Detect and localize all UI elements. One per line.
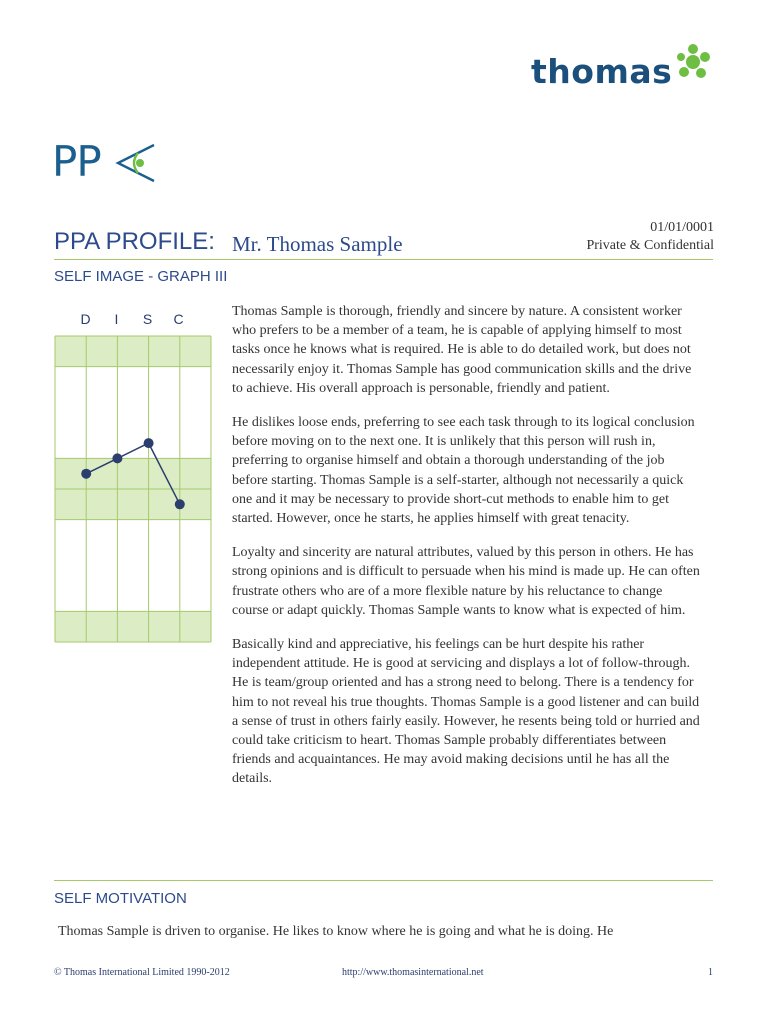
thomas-logo [531,50,721,94]
page-title-name: Mr. Thomas Sample [232,232,403,256]
graph-point-d [81,469,91,479]
disc-graph-plot [54,335,212,643]
disc-label-c: C [173,311,184,327]
paragraph: Loyalty and sincerity are natural attributes, valued by this person in others. He has strong opinions and is difficult to persuade when his mind is made up. He can often frustrate others who are of a more flexible nature by his reluctance to change course or adapt quickly. Thomas Sample wants to know what is expected of him. [232,545,700,618]
disc-label-d: D [80,311,91,327]
ppa-logo-text: PP [52,137,101,186]
footer-copyright: © Thomas International Limited 1990-2012 [54,967,230,978]
section-divider [54,880,713,881]
ppa-eye-icon [114,142,158,184]
graph-band [55,489,211,520]
graph-band [55,458,211,489]
profile-description [232,302,700,804]
graph-line-segment [117,443,148,458]
footer-url-link[interactable]: http://www.thomasinternational.net [342,967,484,978]
page-title-label: PPA PROFILE: [54,228,215,255]
disc-label-i: I [114,311,119,327]
graph-band [55,336,211,367]
graph-point-i [112,453,122,463]
graph-point-c [175,499,185,509]
footer-page-number: 1 [708,967,713,978]
paragraph: Basically kind and appreciative, his feelings can be hurt despite his rather independent attitude. He is good at servicing and displays a lot of follow-through. He is team/group oriented and has a strong need to belong. There is a tendency for him to not reveal his true thoughts. Thomas Sample is a good listener and can build a sense of trust in others fairly easily. However, he resents being told or hurried and could take criticism to heart. Thomas Sample probably differentiates between friends and acquaintances. He may avoid making decisions until he has all the details. [232,637,700,787]
disc-graph [54,305,212,645]
paragraph: Thomas Sample is thorough, friendly and sincere by nature. A consistent worker who prefers to be a member of a team, he is capable of applying himself to most tasks once he knows what is required. He is able to do detailed work, but does not necessarily enjoy it. Thomas Sample has good communication skills and the drive to achieve. His overall approach is personable, friendly and patient. [232,304,692,396]
disc-label-s: S [142,311,153,327]
graph-point-s [144,438,154,448]
graph-section-heading: SELF IMAGE - GRAPH III [54,268,228,285]
graph-band [55,611,211,642]
logo-wordmark: thomas [531,52,673,91]
logo-star-icon [673,42,713,82]
motivation-paragraph: Thomas Sample is driven to organise. He likes to know where he is going and what he is doing. He [58,924,614,939]
report-date: 01/01/0001 [650,220,714,235]
header-divider [54,259,713,260]
motivation-section-heading: SELF MOTIVATION [54,890,187,907]
paragraph: He dislikes loose ends, preferring to see each task through to its logical conclusion before moving on to the next one. It is unlikely that this person will rush in, preferring to organise himself and obtain a thorough understanding of the job before starting. Thomas Sample is a self-starter, although not necessarily a quick one and it may be necessary to provide short-cut methods to enable him to get started. However, once he starts, he applies himself with great tenacity. [232,415,695,527]
confidentiality-note: Private & Confidential [586,238,714,253]
